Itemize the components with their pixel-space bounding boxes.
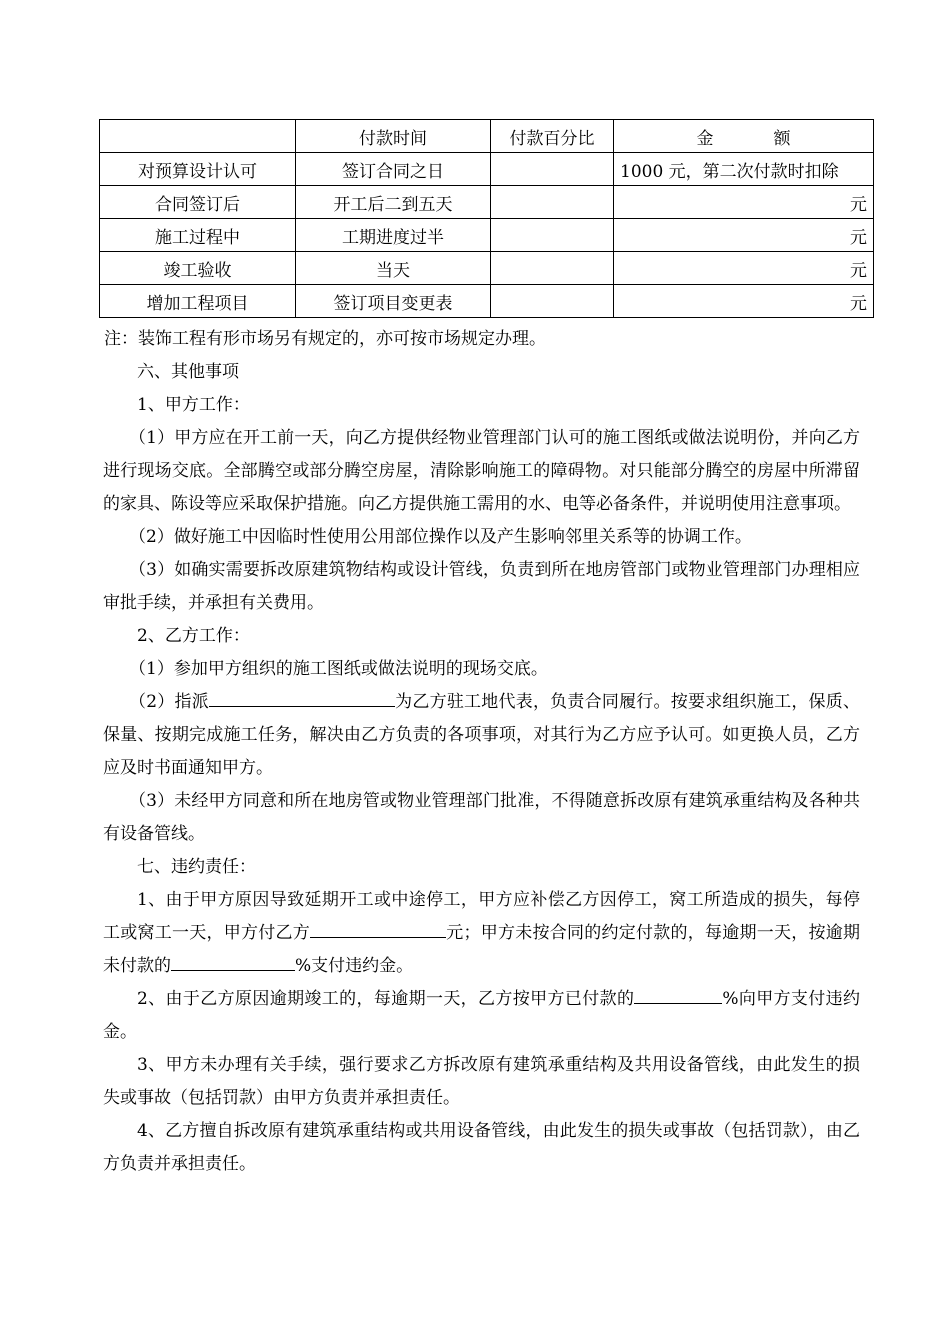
stage-cell: 增加工程项目 <box>100 285 296 318</box>
table-row <box>100 153 874 186</box>
section-7-title: 七、违约责任： <box>137 857 256 877</box>
section-6-title: 六、其他事项 <box>137 362 239 382</box>
amount-cell: 元 <box>614 186 874 219</box>
stage-cell: 对预算设计认可 <box>100 153 296 186</box>
amount-cell: 元 <box>614 219 874 252</box>
breach-item-2-text-a: 2、由于乙方原因逾期竣工的，每逾期一天，乙方按甲方已付款的 <box>137 989 635 1009</box>
breach-item-1 <box>103 884 860 983</box>
party-b-item-2-suffix: 为乙方驻工地代表，负责合同履行。按要求组织施工，保质、保量、按期完成施工任务，解决由乙方负责的各项事项，对其行为乙方应予认可。如更换人员，乙方应及时书面通知甲方。 <box>103 692 860 778</box>
party-b-item-3: （3）未经甲方同意和所在地房管或物业管理部门批准，不得随意拆改原有建筑承重结构及各种共有设备管线。 <box>103 791 860 844</box>
breach-item-1-text-a: 1、由于甲方原因导致延期开工或中途停工，甲方应补偿乙方因停工，窝工所造成的损失，每停工或窝工一天，甲方付乙方 <box>103 890 860 943</box>
header-amount-char-2: 额 <box>773 128 791 149</box>
breach-item-2-text-b: %向甲方支付违约金。 <box>103 989 860 1042</box>
header-cell-percent: 付款百分比 <box>491 120 614 153</box>
contract-body <box>103 323 860 1181</box>
table-note: 注：装饰工程有形市场另有规定的，亦可按市场规定办理。 <box>104 329 546 349</box>
amount-cell: 元 <box>614 252 874 285</box>
table-row <box>100 252 874 285</box>
breach-item-4: 4、乙方擅自拆改原有建筑承重结构或共用设备管线，由此发生的损失或事故（包括罚款），由乙方负责并承担责任。 <box>103 1121 860 1174</box>
delay-penalty-percent-blank-field[interactable] <box>634 983 722 1004</box>
header-cell-amount <box>614 120 874 153</box>
payment-schedule-table <box>99 119 874 318</box>
party-b-item-2-prefix: （2）指派 <box>129 692 209 712</box>
breach-item-2 <box>103 983 860 1049</box>
time-cell: 签订合同之日 <box>296 153 491 186</box>
breach-item-3: 3、甲方未办理有关手续，强行要求乙方拆改原有建筑承重结构及共用设备管线，由此发生的损失或事故（包括罚款）由甲方负责并承担责任。 <box>103 1055 860 1108</box>
party-a-item-1: （1）甲方应在开工前一天，向乙方提供经物业管理部门认可的施工图纸或做法说明份，并向乙方进行现场交底。全部腾空或部分腾空房屋，清除影响施工的障碍物。对只能部分腾空的房屋中所滞留的家具、陈设等应采取保护措施。向乙方提供施工需用的水、电等必备条件，并说明使用注意事项。 <box>103 428 860 514</box>
time-cell: 工期进度过半 <box>296 219 491 252</box>
party-a-item-2: （2）做好施工中因临时性使用公用部位操作以及产生影响邻里关系等的协调工作。 <box>129 527 752 547</box>
amount-cell: 元 <box>614 285 874 318</box>
breach-item-1-text-c: %支付违约金。 <box>295 956 414 976</box>
party-b-item-1: （1）参加甲方组织的施工图纸或做法说明的现场交底。 <box>129 659 548 679</box>
stage-cell: 施工过程中 <box>100 219 296 252</box>
breach-item-1-text-b: 元；甲方未按合同的约定付款的，每逾期一天，按逾期未付款的 <box>103 923 860 976</box>
percent-cell <box>491 153 614 186</box>
daily-compensation-blank-field[interactable] <box>310 917 446 938</box>
party-a-title: 1、甲方工作： <box>137 395 250 415</box>
percent-cell <box>491 252 614 285</box>
party-b-title: 2、乙方工作： <box>137 626 250 646</box>
stage-cell: 合同签订后 <box>100 186 296 219</box>
time-cell: 当天 <box>296 252 491 285</box>
header-amount-char-1: 金 <box>696 128 714 149</box>
percent-cell <box>491 219 614 252</box>
late-payment-percent-blank-field[interactable] <box>171 950 295 971</box>
time-cell: 开工后二到五天 <box>296 186 491 219</box>
time-cell: 签订项目变更表 <box>296 285 491 318</box>
table-row <box>100 285 874 318</box>
party-b-item-2 <box>103 686 860 785</box>
header-cell-time: 付款时间 <box>296 120 491 153</box>
header-cell-stage <box>100 120 296 153</box>
party-a-item-3: （3）如确实需要拆改原建筑物结构或设计管线，负责到所在地房管部门或物业管理部门办理相应审批手续，并承担有关费用。 <box>103 560 860 613</box>
stage-cell: 竣工验收 <box>100 252 296 285</box>
table-row <box>100 186 874 219</box>
table-row <box>100 219 874 252</box>
table-header-row <box>100 120 874 153</box>
amount-cell: 1000 元，第二次付款时扣除 <box>614 153 874 186</box>
representative-blank-field[interactable] <box>209 686 395 707</box>
percent-cell <box>491 186 614 219</box>
percent-cell <box>491 285 614 318</box>
